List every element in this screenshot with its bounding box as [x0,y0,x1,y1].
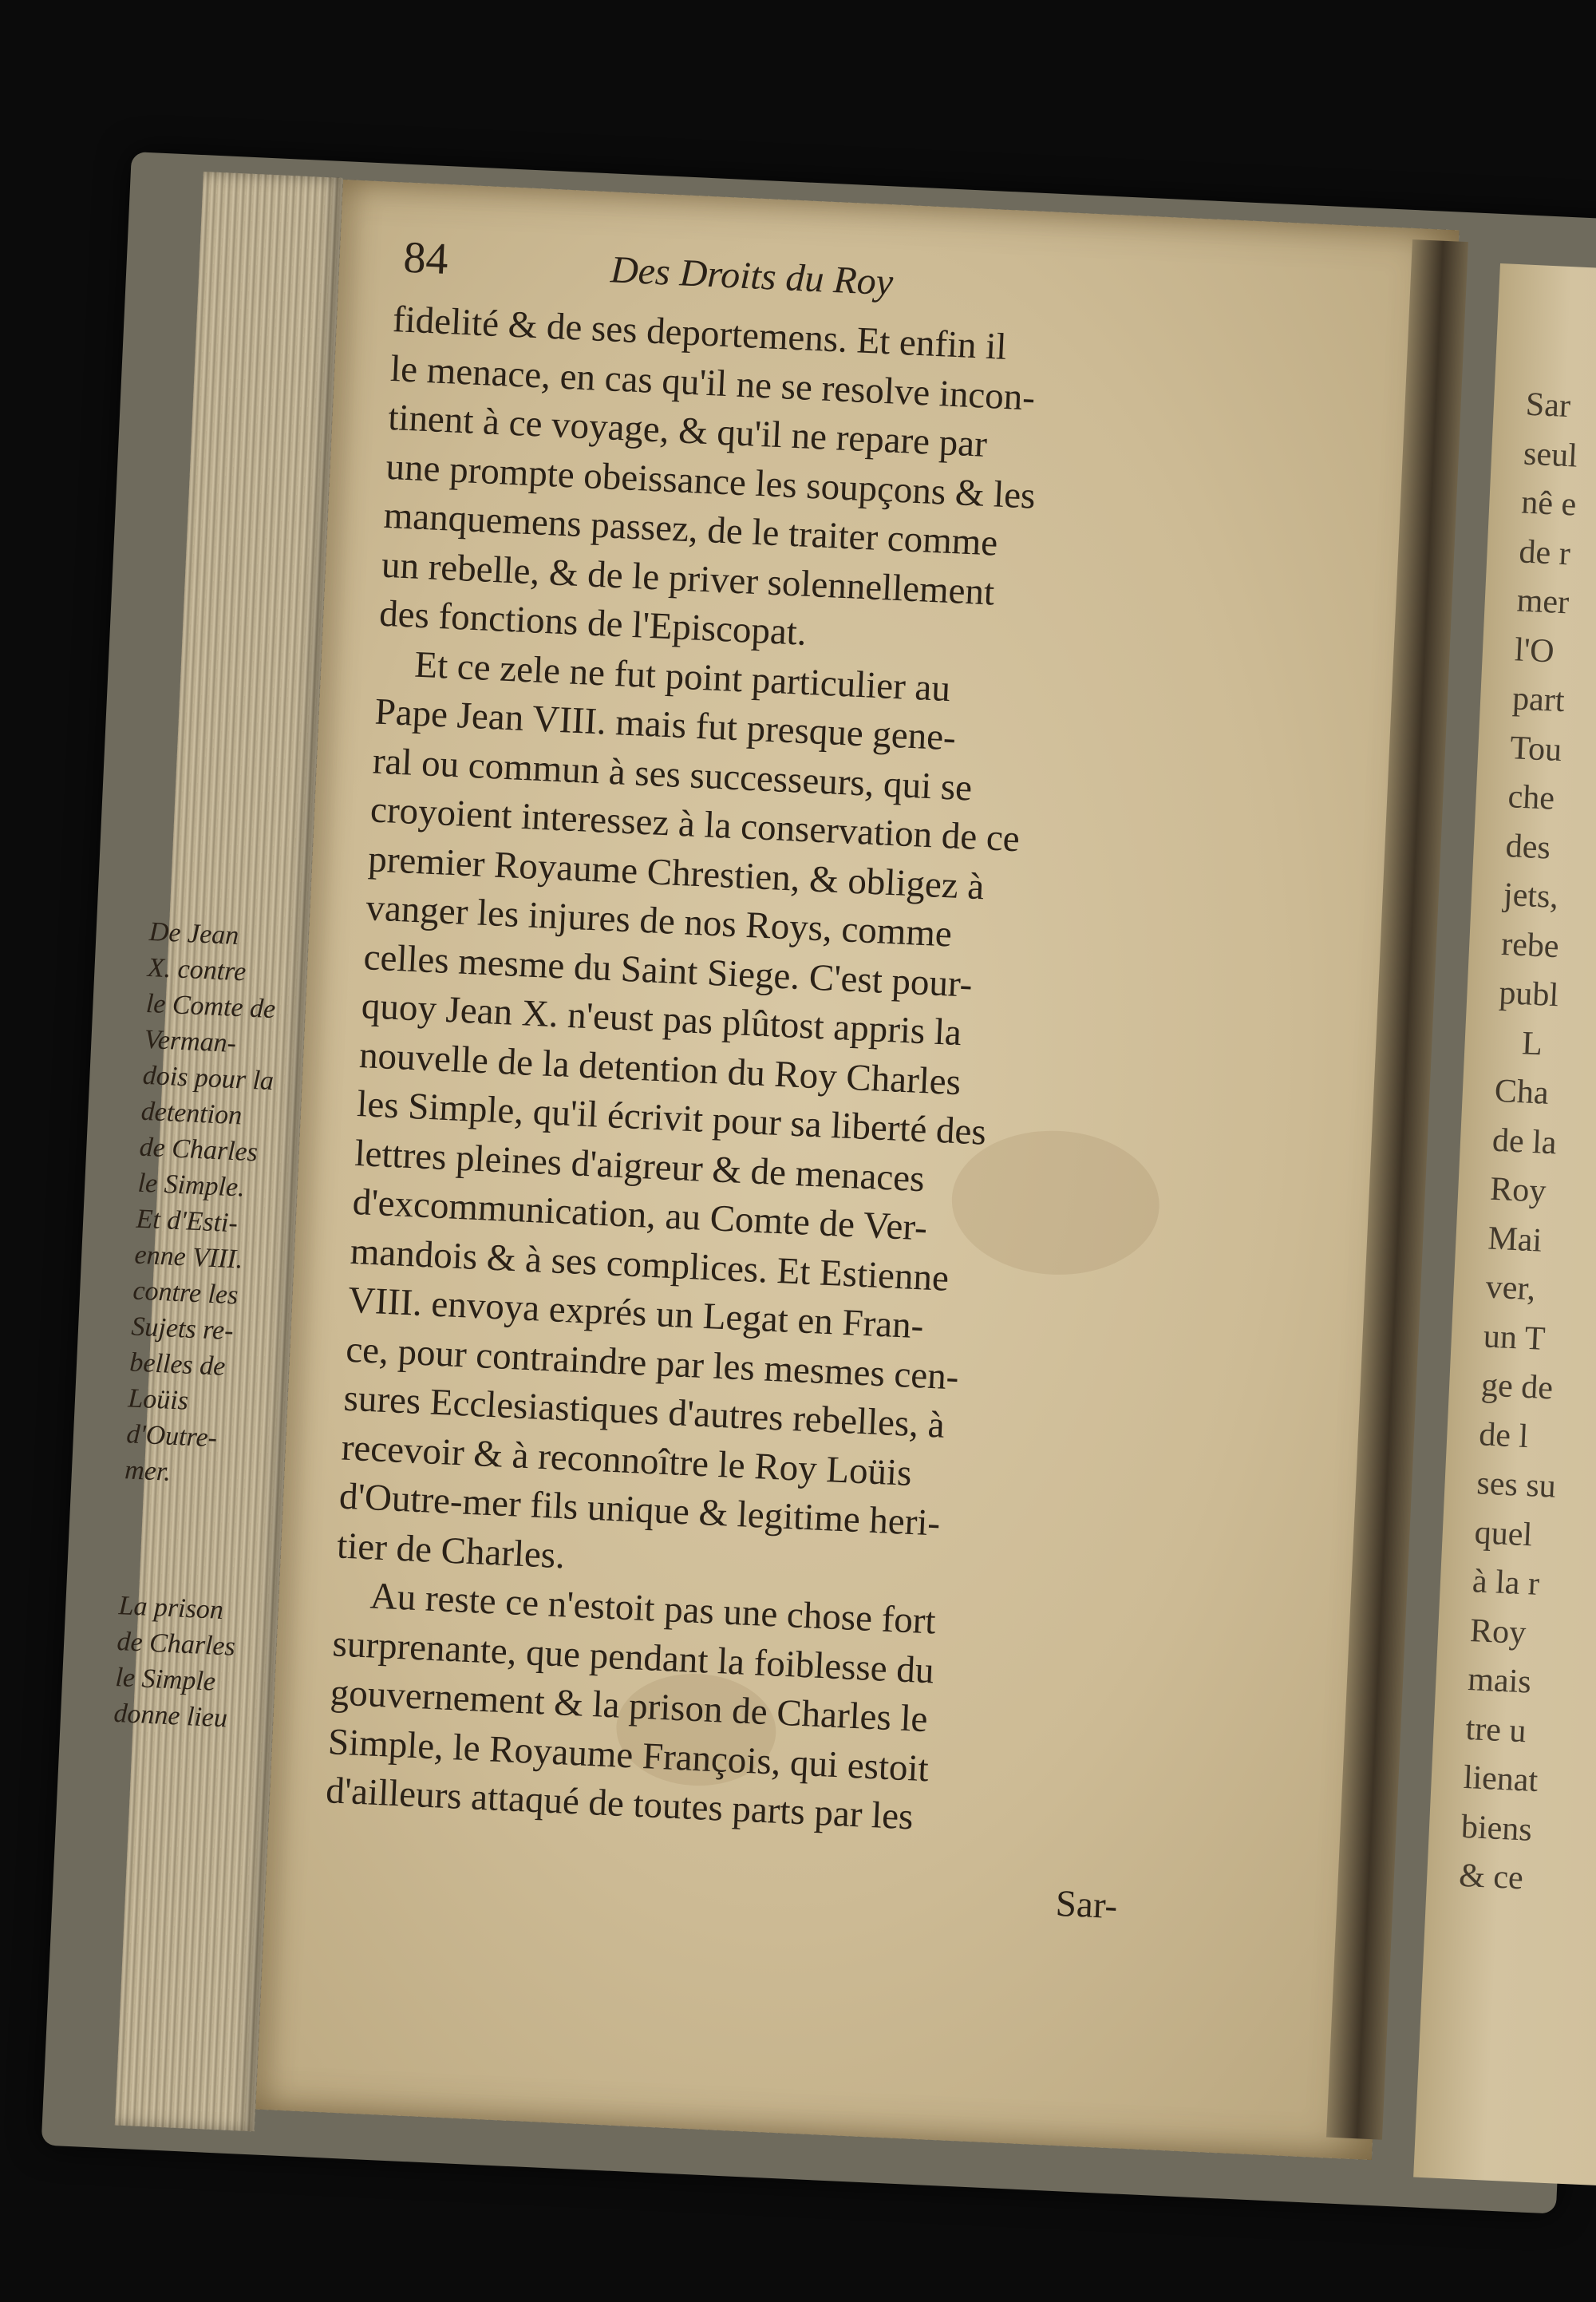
facing-page-text: Sar seul nê e de r mer l'O part Tou che des jets, rebe publ L Cha de la Roy Mai ver, un T ge de de l ses su quel à la r Roy mais tre u lienat biens & ce [1458,386,1578,1897]
running-head: Des Droits du Roy [610,248,895,304]
margin-note-jean-x: De Jean X. contre le Comte de Verman- dois pour la detention de Charles le Simple. Et d'Esti- enne VIII. contre les Sujets re- belles de Loüis d'Outre- mer. [124,916,276,1487]
page-number: 84 [402,232,450,285]
catchword: Sar- [1054,1882,1119,1928]
margin-note-prison: La prison de Charles le Simple donne lieu [113,1591,236,1734]
left-page [113,180,1459,2160]
body-text: fidelité & de ses deportemens. Et enfin il le menace, en cas qu'il ne se resolve incon- tinent à ce voyage, & qu'il ne repare par une prompte obeissance les soupçons & les manquemens passez, de le traiter comme un rebelle, & de le priver solennellement des fonctions de l'Episcopat. Et ce zele ne fut point particulier au Pape Jean VIII. mais fut presque gene- ral ou commun à ses successeurs, qui se croyoient interessez à la conservation de ce premier Royaume Chrestien, & obligez à vanger les injures de nos Roys, comme celles mesme du Saint Siege. C'est pour- quoy Jean X. n'eust pas plûtost appris la nouvelle de la detention du Roy Charles les Simple, qu'il écrivit pour sa liberté des lettres pleines d'aigreur & de menaces d'excommunication, au Comte de Ver- mandois & à ses complices. Et Estienne VIII. envoya exprés un Legat en Fran- ce, pour contraindre par les mesmes cen- sures Ecclesiastiques d'autres rebelles, à recevoir & à reconnoître le Roy Loüis d'Outre-mer fils unique & legitime heri- tier de Charles. Au reste ce n'estoit pas une chose fort surprenante, que pendant la foiblesse du gouvernement & la prison de Charles le Simple, le Royaume François, qui estoit d'ailleurs attaqué de toutes parts par les [325,299,1037,1838]
